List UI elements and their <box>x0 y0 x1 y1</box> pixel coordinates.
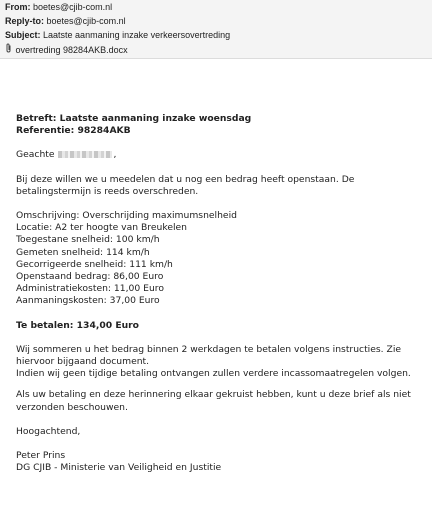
signer-title: DG CJIB - Ministerie van Veiligheid en Justitie <box>16 462 222 474</box>
instruction-paragraph: Wij sommeren u het bedrag binnen 2 werkdagen te betalen volgens instructies. Zie hiervoor bijgaand document. <box>16 343 402 368</box>
redacted-name <box>58 151 112 158</box>
detail-line: Omschrijving: Overschrijding maximumsnelheid <box>16 210 237 222</box>
detail-line: Gemeten snelheid: 114 km/h <box>16 246 150 258</box>
subject-row <box>5 29 230 42</box>
crossed-payment-paragraph: Als uw betaling en deze herinnering elkaar gekruist hebben, kunt u deze brief als niet verzonden beschouwen. <box>16 389 411 413</box>
from-value[interactable]: boetes@cjib-com.nl <box>33 2 113 12</box>
greeting-comma: , <box>113 149 117 161</box>
attachment-name[interactable]: overtreding 98284AKB.docx <box>15 45 128 55</box>
collection-warning: Indien wij geen tijdige betaling ontvangen zullen verdere incassomaatregelen volgen. <box>16 368 411 380</box>
subject-label: Subject: <box>5 30 41 40</box>
greeting-line <box>16 149 426 161</box>
paperclip-icon <box>5 43 13 57</box>
email-header <box>0 0 432 59</box>
replyto-value[interactable]: boetes@cjib-com.nl <box>46 16 126 26</box>
from-row <box>5 1 112 14</box>
attachment-row[interactable] <box>5 43 128 57</box>
replyto-row <box>5 15 126 28</box>
detail-line: Administratiekosten: 11,00 Euro <box>16 283 164 295</box>
detail-line: Openstaand bedrag: 86,00 Euro <box>16 271 164 283</box>
from-label: From: <box>5 2 31 12</box>
greeting-text: Geachte <box>16 149 55 161</box>
intro-paragraph: Bij deze willen we u meedelen dat u nog een bedrag heeft openstaan. De betalingstermijn is reeds overschreden. <box>16 173 355 197</box>
replyto-label: Reply-to: <box>5 16 44 26</box>
detail-line: Toegestane snelheid: 100 km/h <box>16 234 160 246</box>
referentie-line: Referentie: 98284AKB <box>16 125 131 137</box>
email-body <box>16 113 426 474</box>
betreft-line: Betreft: Laatste aanmaning inzake woensdag <box>16 113 252 124</box>
detail-line: Locatie: A2 ter hoogte van Breukelen <box>16 222 187 234</box>
detail-line: Aanmaningskosten: 37,00 Euro <box>16 295 160 307</box>
detail-line: Gecorrigeerde snelheid: 111 km/h <box>16 258 173 270</box>
details-list <box>16 210 426 308</box>
signer-name: Peter Prins <box>16 450 66 462</box>
total-line: Te betalen: 134,00 Euro <box>16 319 139 331</box>
subject-value: Laatste aanmaning inzake verkeersovertreding <box>43 30 231 40</box>
closing-line: Hoogachtend, <box>16 425 81 437</box>
